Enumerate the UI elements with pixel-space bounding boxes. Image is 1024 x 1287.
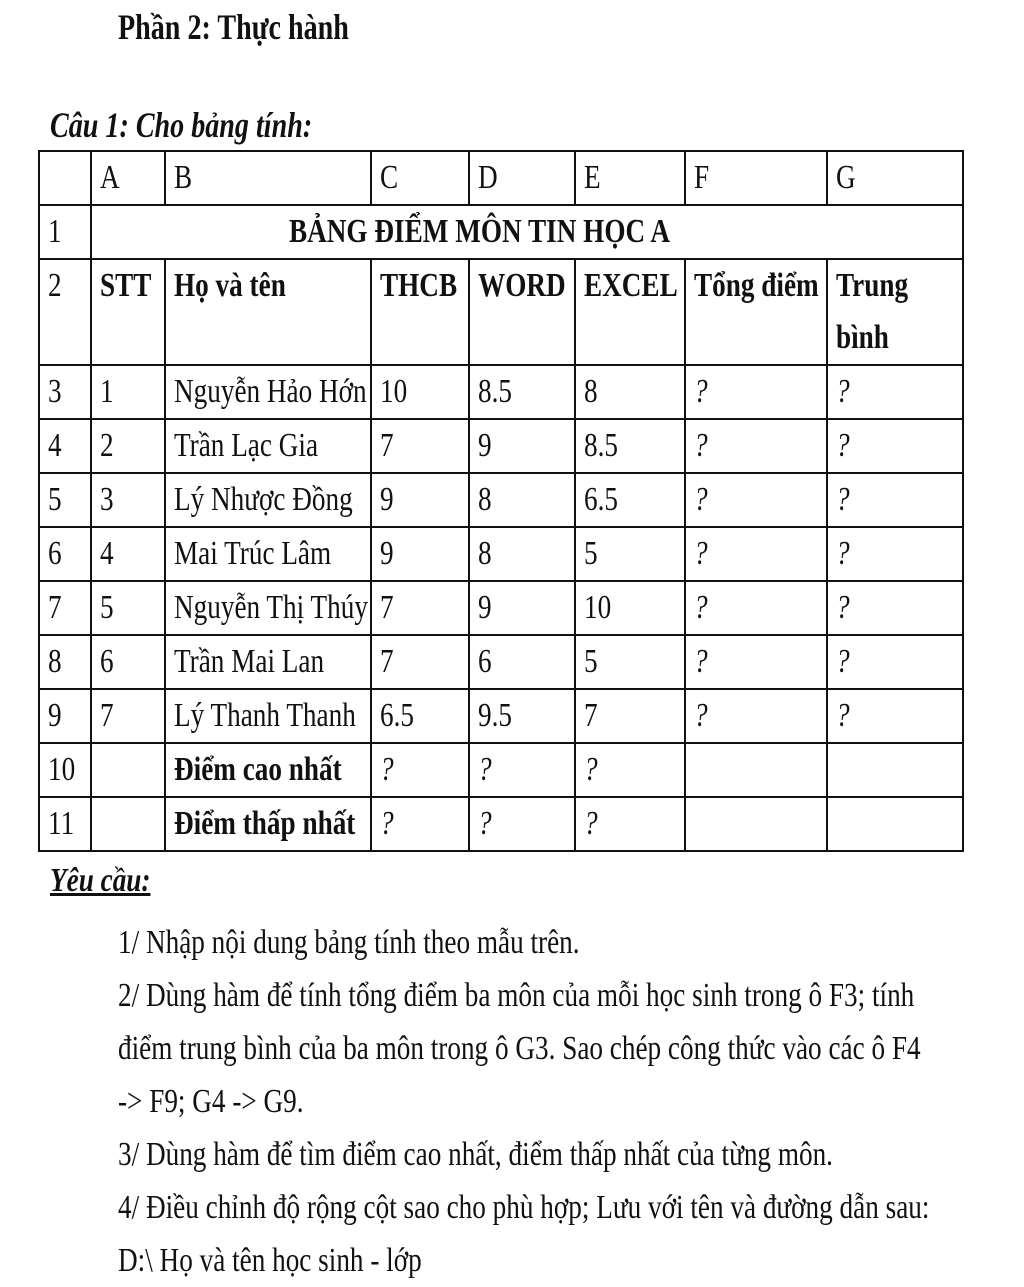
header-total: Tổng điểm [685,259,827,365]
row-number: 10 [39,743,91,797]
thcb-cell: ? [371,797,469,851]
stt-cell: 7 [91,689,165,743]
summary-label: Điểm cao nhất [165,743,371,797]
row-number: 11 [39,797,91,851]
excel-cell: 5 [575,527,685,581]
excel-cell: 7 [575,689,685,743]
summary-row [39,743,963,797]
word-cell: ? [469,797,575,851]
stt-cell: 1 [91,365,165,419]
average-cell: ? [827,527,963,581]
stt-cell [91,743,165,797]
total-cell: ? [685,419,827,473]
word-cell: 8 [469,527,575,581]
average-cell: ? [827,689,963,743]
average-cell: ? [827,635,963,689]
column-header-b: B [165,151,371,205]
stt-cell: 6 [91,635,165,689]
table-row [39,635,963,689]
name-cell: Nguyễn Thị Thúy [165,581,371,635]
total-cell: ? [685,365,827,419]
average-cell: ? [827,581,963,635]
average-cell [827,743,963,797]
thcb-cell: ? [371,743,469,797]
name-cell: Lý Thanh Thanh [165,689,371,743]
name-cell: Trần Mai Lan [165,635,371,689]
row-number: 5 [39,473,91,527]
thcb-cell: 9 [371,527,469,581]
row-number: 9 [39,689,91,743]
summary-label: Điểm thấp nhất [165,797,371,851]
table-row [39,689,963,743]
average-cell: ? [827,365,963,419]
thcb-cell: 9 [371,473,469,527]
column-header-e: E [575,151,685,205]
row-number: 8 [39,635,91,689]
table-row [39,365,963,419]
word-cell: 9.5 [469,689,575,743]
name-cell: Trần Lạc Gia [165,419,371,473]
thcb-cell: 7 [371,419,469,473]
column-header-d: D [469,151,575,205]
word-cell: 9 [469,581,575,635]
total-cell: ? [685,635,827,689]
row-number: 7 [39,581,91,635]
excel-cell: ? [575,797,685,851]
header-average: Trung bình [827,259,963,365]
table-row [39,527,963,581]
excel-cell: 10 [575,581,685,635]
column-header-row [39,151,963,205]
requirement-item: 2/ Dùng hàm để tính tổng điểm ba môn của mỗi học sinh trong ô F3; tính điểm trung bình của ba môn trong ô G3. Sao chép công thức vào các ô F4 -> F9; G4 -> G9. [118,977,921,1120]
row-number: 4 [39,419,91,473]
header-row [39,259,963,365]
word-cell: ? [469,743,575,797]
header-name: Họ và tên [165,259,371,365]
word-cell: 6 [469,635,575,689]
column-header-g: G [827,151,963,205]
thcb-cell: 7 [371,635,469,689]
name-cell: Nguyễn Hảo Hớn [165,365,371,419]
excel-cell: 6.5 [575,473,685,527]
header-thcb: THCB [371,259,469,365]
row-number: 1 [39,205,91,259]
row-number: 6 [39,527,91,581]
name-cell: Lý Nhược Đồng [165,473,371,527]
stt-cell: 2 [91,419,165,473]
thcb-cell: 10 [371,365,469,419]
name-cell: Mai Trúc Lâm [165,527,371,581]
excel-cell: 8 [575,365,685,419]
stt-cell: 3 [91,473,165,527]
table-row [39,581,963,635]
header-word: WORD [469,259,575,365]
requirement-item: 3/ Dùng hàm để tìm điểm cao nhất, điểm thấp nhất của từng môn. [118,1136,833,1173]
word-cell: 8 [469,473,575,527]
table-row [39,473,963,527]
total-cell: ? [685,581,827,635]
total-cell: ? [685,689,827,743]
column-header-f: F [685,151,827,205]
header-stt: STT [91,259,165,365]
row-number: 2 [39,259,91,365]
stt-cell: 4 [91,527,165,581]
excel-cell: ? [575,743,685,797]
total-cell [685,797,827,851]
section-title: Phần 2: Thực hành [118,7,349,47]
sheet-title-row [39,205,963,259]
spreadsheet-table [38,150,964,852]
total-cell: ? [685,527,827,581]
corner-cell [39,151,91,205]
requirement-item: 1/ Nhập nội dung bảng tính theo mẫu trên. [118,924,580,961]
header-excel: EXCEL [575,259,685,365]
stt-cell [91,797,165,851]
excel-cell: 8.5 [575,419,685,473]
excel-cell: 5 [575,635,685,689]
stt-cell: 5 [91,581,165,635]
average-cell [827,797,963,851]
total-cell: ? [685,473,827,527]
requirement-item: 4/ Điều chỉnh độ rộng cột sao cho phù hợp; Lưu với tên và đường dẫn sau: D:\ Họ và tên học sinh - lớp [118,1189,930,1279]
average-cell: ? [827,419,963,473]
word-cell: 8.5 [469,365,575,419]
thcb-cell: 7 [371,581,469,635]
average-cell: ? [827,473,963,527]
table-row [39,419,963,473]
column-header-c: C [371,151,469,205]
total-cell [685,743,827,797]
row-number: 3 [39,365,91,419]
word-cell: 9 [469,419,575,473]
column-header-a: A [91,151,165,205]
thcb-cell: 6.5 [371,689,469,743]
sheet-title: BẢNG ĐIỂM MÔN TIN HỌC A [91,205,963,259]
question-title: Câu 1: Cho bảng tính: [50,105,313,145]
requirements-title: Yêu cầu: [50,862,151,899]
summary-row [39,797,963,851]
